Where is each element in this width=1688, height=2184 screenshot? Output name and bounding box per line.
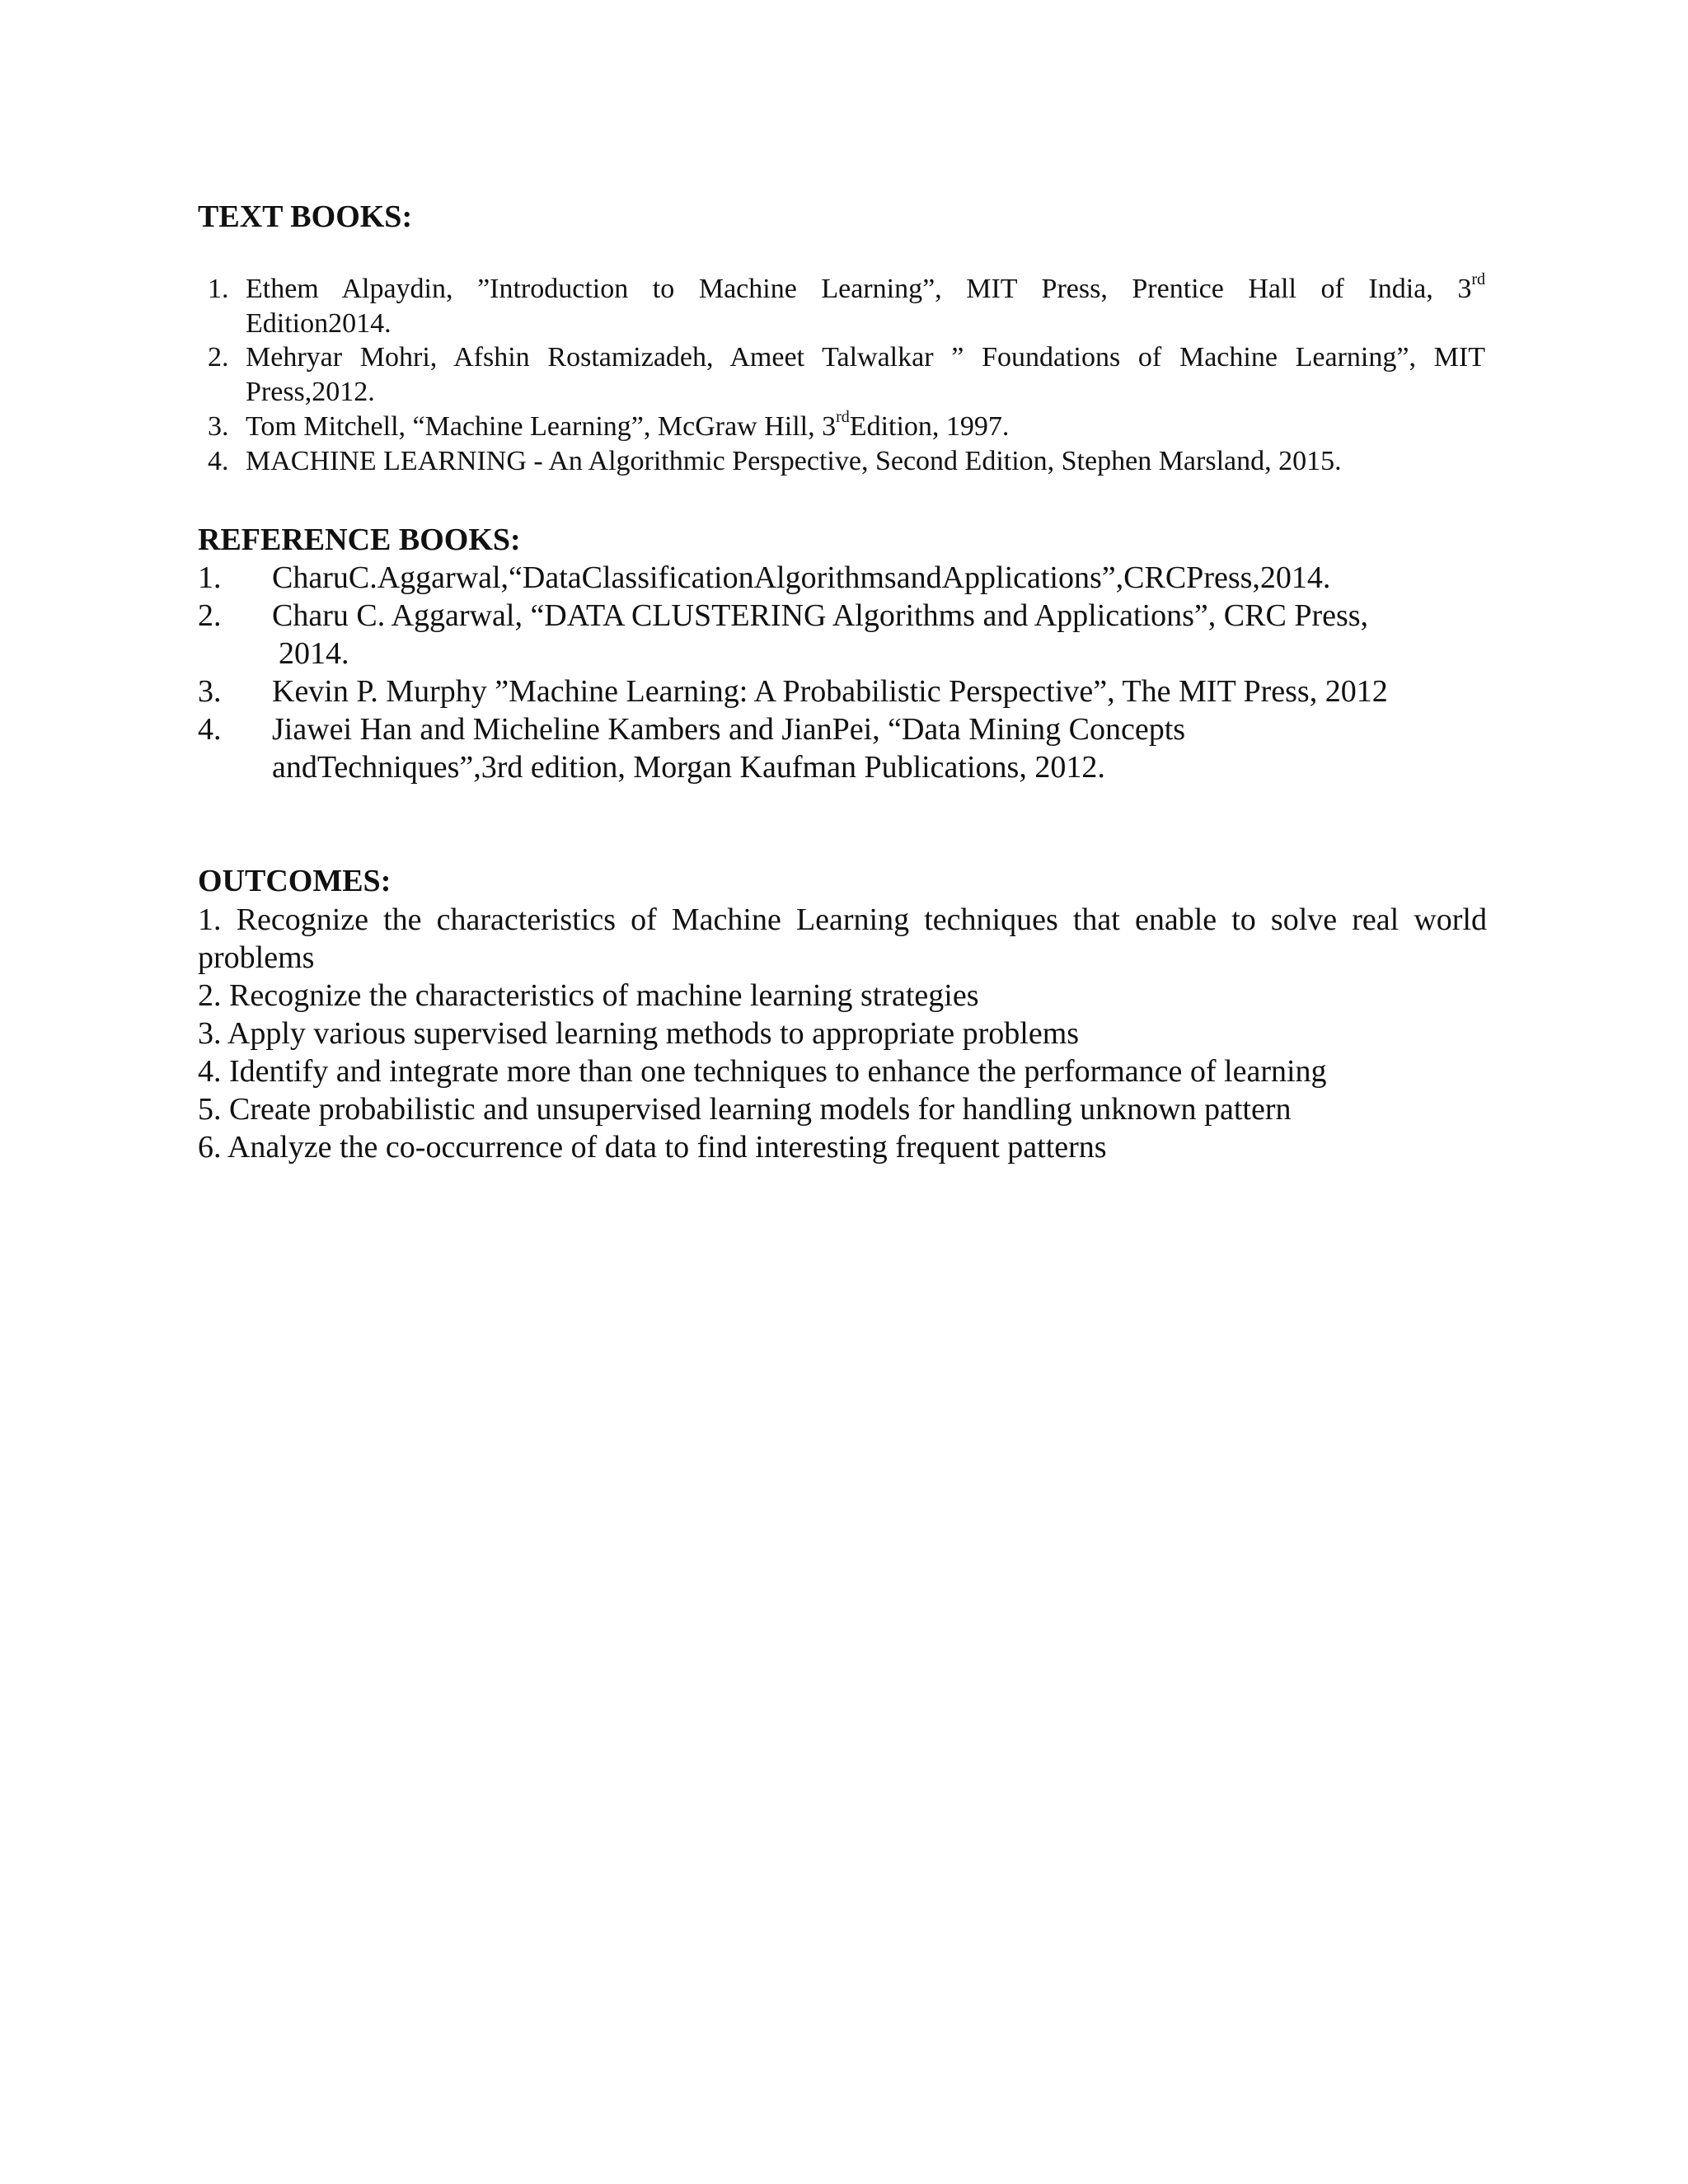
reference-book-line: Jiawei Han and Micheline Kambers and JianPei, “Data Mining Concepts	[272, 712, 1186, 747]
outcome-line: 4. Identify and integrate more than one techniques to enhance the performance of learning	[198, 1054, 1327, 1089]
text-books-heading: TEXT BOOKS:	[198, 199, 413, 234]
reference-book-line: andTechniques”,3rd edition, Morgan Kaufman Publications, 2012.	[272, 750, 1105, 785]
outcome-item-1	[198, 901, 1487, 977]
text-book-item-1	[208, 269, 1485, 341]
superscript: rd	[836, 407, 850, 426]
outcome-item-5	[198, 1090, 1487, 1128]
list-number: 3.	[198, 674, 222, 709]
outcome-line: 6. Analyze the co-occurrence of data to find interesting frequent patterns	[198, 1130, 1107, 1165]
list-number: 4.	[208, 446, 229, 476]
outcomes-heading: OUTCOMES:	[198, 864, 392, 898]
text-book-line: Ethem Alpaydin, ”Introduction to Machine Learning”, MIT Press, Prentice Hall of India, 3rd	[246, 269, 1485, 304]
outcome-line: 5. Create probabilistic and unsupervised learning models for handling unknown pattern	[198, 1092, 1292, 1127]
outcome-line: 1. Recognize the characteristics of Machine Learning techniques that enable to solve real world	[198, 902, 1487, 937]
reference-book-item-1	[198, 559, 1500, 597]
list-number: 1.	[198, 560, 222, 595]
text-book-item-2	[208, 340, 1485, 410]
text-book-item-4	[208, 444, 1485, 479]
text-book-item-3	[208, 407, 1485, 444]
reference-book-item-3	[198, 673, 1500, 710]
list-number: 4.	[198, 712, 222, 747]
list-number: 1.	[208, 274, 229, 304]
outcome-line: 2. Recognize the characteristics of machine learning strategies	[198, 978, 979, 1013]
reference-book-line: Kevin P. Murphy ”Machine Learning: A Probabilistic Perspective”, The MIT Press, 2012	[272, 674, 1388, 709]
reference-books-heading: REFERENCE BOOKS:	[198, 523, 521, 557]
outcome-item-2	[198, 977, 1487, 1015]
reference-book-item-2	[198, 597, 1500, 673]
text-book-line: Mehryar Mohri, Afshin Rostamizadeh, Ameet Talwalkar ” Foundations of Machine Learning”, MIT	[246, 342, 1485, 373]
text-book-line: Tom Mitchell, “Machine Learning”, McGraw Hill, 3rdEdition, 1997.	[246, 407, 1010, 442]
superscript: rd	[1471, 269, 1485, 288]
text-book-line: Edition2014.	[246, 308, 392, 339]
reference-book-item-4	[198, 710, 1500, 786]
list-number: 2.	[208, 342, 229, 373]
text-book-line: Press,2012.	[246, 377, 375, 407]
outcome-line: 3. Apply various supervised learning methods to appropriate problems	[198, 1016, 1080, 1051]
outcome-item-6	[198, 1128, 1487, 1166]
text-book-line: MACHINE LEARNING - An Algorithmic Perspective, Second Edition, Stephen Marsland, 2015.	[246, 446, 1342, 476]
reference-book-line: 2014.	[279, 636, 349, 671]
outcome-line: problems	[198, 940, 315, 975]
reference-book-line: CharuC.Aggarwal,“DataClassificationAlgorithmsandApplications”,CRCPress,2014.	[272, 560, 1331, 595]
outcome-item-4	[198, 1052, 1487, 1090]
outcome-item-3	[198, 1015, 1487, 1052]
reference-book-line: Charu C. Aggarwal, “DATA CLUSTERING Algorithms and Applications”, CRC Press,	[272, 598, 1369, 633]
list-number: 2.	[198, 598, 222, 633]
list-number: 3.	[208, 411, 229, 442]
